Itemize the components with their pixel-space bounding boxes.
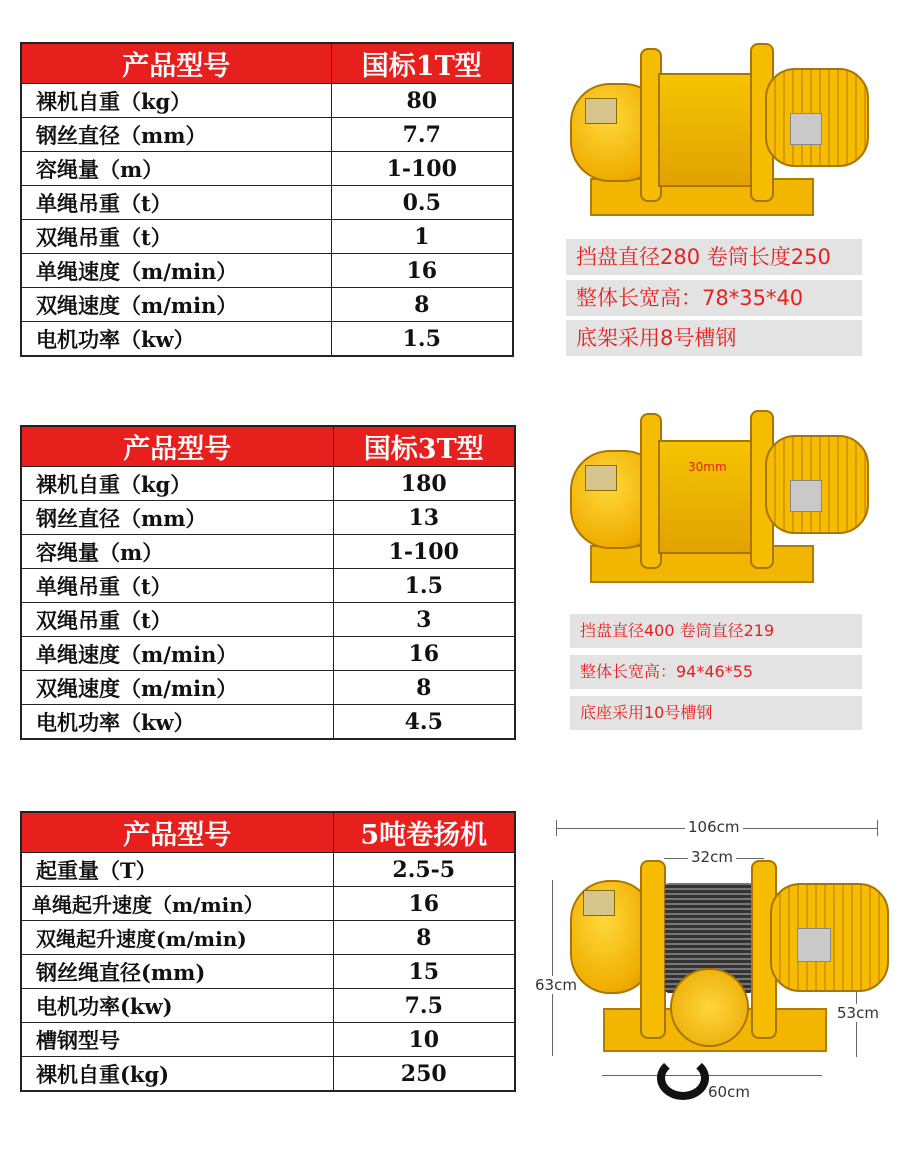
base-height-dimension-label: 53cm <box>834 1004 882 1022</box>
spec-table-1t <box>20 42 514 357</box>
table-row <box>21 84 513 118</box>
table-row <box>21 671 515 705</box>
row-value: 16 <box>333 637 515 671</box>
row-value: 1.5 <box>333 569 515 603</box>
table-row <box>21 118 513 152</box>
table-row <box>21 501 515 535</box>
row-label: 电机功率（kw） <box>21 705 333 740</box>
table-row <box>21 1057 515 1092</box>
height-dimension-line <box>552 880 553 1056</box>
table-row <box>21 637 515 671</box>
table-row <box>21 220 513 254</box>
row-value: 180 <box>333 467 515 501</box>
row-label: 单绳吊重（t） <box>21 186 331 220</box>
winch-1t-image <box>560 38 870 223</box>
row-value: 0.5 <box>331 186 513 220</box>
row-label: 双绳吊重（t） <box>21 603 333 637</box>
note-3t-overall-size: 整体长宽高：94*46*55 <box>570 655 862 689</box>
note-1t-frame: 底架采用8号槽钢 <box>566 320 862 356</box>
table-row <box>21 152 513 186</box>
header-model-name: 5吨卷扬机 <box>333 812 515 853</box>
base-width-dimension-label: 60cm <box>705 1083 753 1101</box>
row-label: 裸机自重（kg） <box>21 84 331 118</box>
row-value: 250 <box>333 1057 515 1092</box>
header-product-model: 产品型号 <box>21 426 333 467</box>
table-row <box>21 853 515 887</box>
table-row <box>21 535 515 569</box>
spec-table-5t <box>20 811 516 1092</box>
row-value: 10 <box>333 1023 515 1057</box>
height-dimension-label: 63cm <box>532 976 580 994</box>
row-label: 双绳起升速度(m/min) <box>21 921 333 955</box>
row-label: 单绳吊重（t） <box>21 569 333 603</box>
row-label: 电机功率(kw) <box>21 989 333 1023</box>
table-header-row <box>21 812 515 853</box>
row-label: 裸机自重（kg） <box>21 467 333 501</box>
row-value: 8 <box>333 921 515 955</box>
row-value: 7.5 <box>333 989 515 1023</box>
row-value: 80 <box>331 84 513 118</box>
drum-diameter-mark: 30mm <box>688 460 727 474</box>
row-label: 双绳速度（m/min） <box>21 288 331 322</box>
header-model-name: 国标1T型 <box>331 43 513 84</box>
table-row <box>21 467 515 501</box>
winch-3t-image <box>560 405 870 590</box>
row-value: 1 <box>331 220 513 254</box>
row-value: 8 <box>331 288 513 322</box>
row-value: 2.5-5 <box>333 853 515 887</box>
spec-table-3t <box>20 425 516 740</box>
table-row <box>21 921 515 955</box>
table-row <box>21 603 515 637</box>
note-3t-dimensions: 挡盘直径400 卷筒直径219 <box>570 614 862 648</box>
row-label: 双绳吊重（t） <box>21 220 331 254</box>
header-product-model: 产品型号 <box>21 812 333 853</box>
table-row <box>21 186 513 220</box>
row-label: 钢丝绳直径(mm) <box>21 955 333 989</box>
row-label: 双绳速度（m/min） <box>21 671 333 705</box>
header-product-model: 产品型号 <box>21 43 331 84</box>
row-label: 钢丝直径（mm） <box>21 118 331 152</box>
row-label: 电机功率（kw） <box>21 322 331 357</box>
winch-5t-image <box>565 858 890 1098</box>
row-value: 15 <box>333 955 515 989</box>
row-label: 钢丝直径（mm） <box>21 501 333 535</box>
row-label: 单绳起升速度（m/min） <box>21 887 333 921</box>
note-1t-dimensions: 挡盘直径280 卷筒长度250 <box>566 239 862 275</box>
note-1t-overall-size: 整体长宽高：78*35*40 <box>566 280 862 316</box>
row-value: 1-100 <box>333 535 515 569</box>
drum-dimension-label: 32cm <box>688 848 736 866</box>
row-value: 1.5 <box>331 322 513 357</box>
row-value: 1-100 <box>331 152 513 186</box>
row-value: 13 <box>333 501 515 535</box>
row-label: 起重量（T） <box>21 853 333 887</box>
table-row <box>21 955 515 989</box>
table-header-row <box>21 43 513 84</box>
table-row <box>21 254 513 288</box>
table-row <box>21 989 515 1023</box>
row-label: 槽钢型号 <box>21 1023 333 1057</box>
table-row <box>21 705 515 740</box>
row-value: 7.7 <box>331 118 513 152</box>
row-value: 4.5 <box>333 705 515 740</box>
row-value: 16 <box>331 254 513 288</box>
table-row <box>21 1023 515 1057</box>
table-header-row <box>21 426 515 467</box>
table-row <box>21 887 515 921</box>
row-value: 8 <box>333 671 515 705</box>
table-row <box>21 322 513 357</box>
row-label: 容绳量（m） <box>21 152 331 186</box>
header-model-name: 国标3T型 <box>333 426 515 467</box>
row-label: 容绳量（m） <box>21 535 333 569</box>
table-row <box>21 569 515 603</box>
length-dimension-label: 106cm <box>685 818 743 836</box>
note-3t-frame: 底座采用10号槽钢 <box>570 696 862 730</box>
table-row <box>21 288 513 322</box>
row-label: 裸机自重(kg) <box>21 1057 333 1092</box>
row-value: 16 <box>333 887 515 921</box>
row-label: 单绳速度（m/min） <box>21 637 333 671</box>
row-label: 单绳速度（m/min） <box>21 254 331 288</box>
row-value: 3 <box>333 603 515 637</box>
